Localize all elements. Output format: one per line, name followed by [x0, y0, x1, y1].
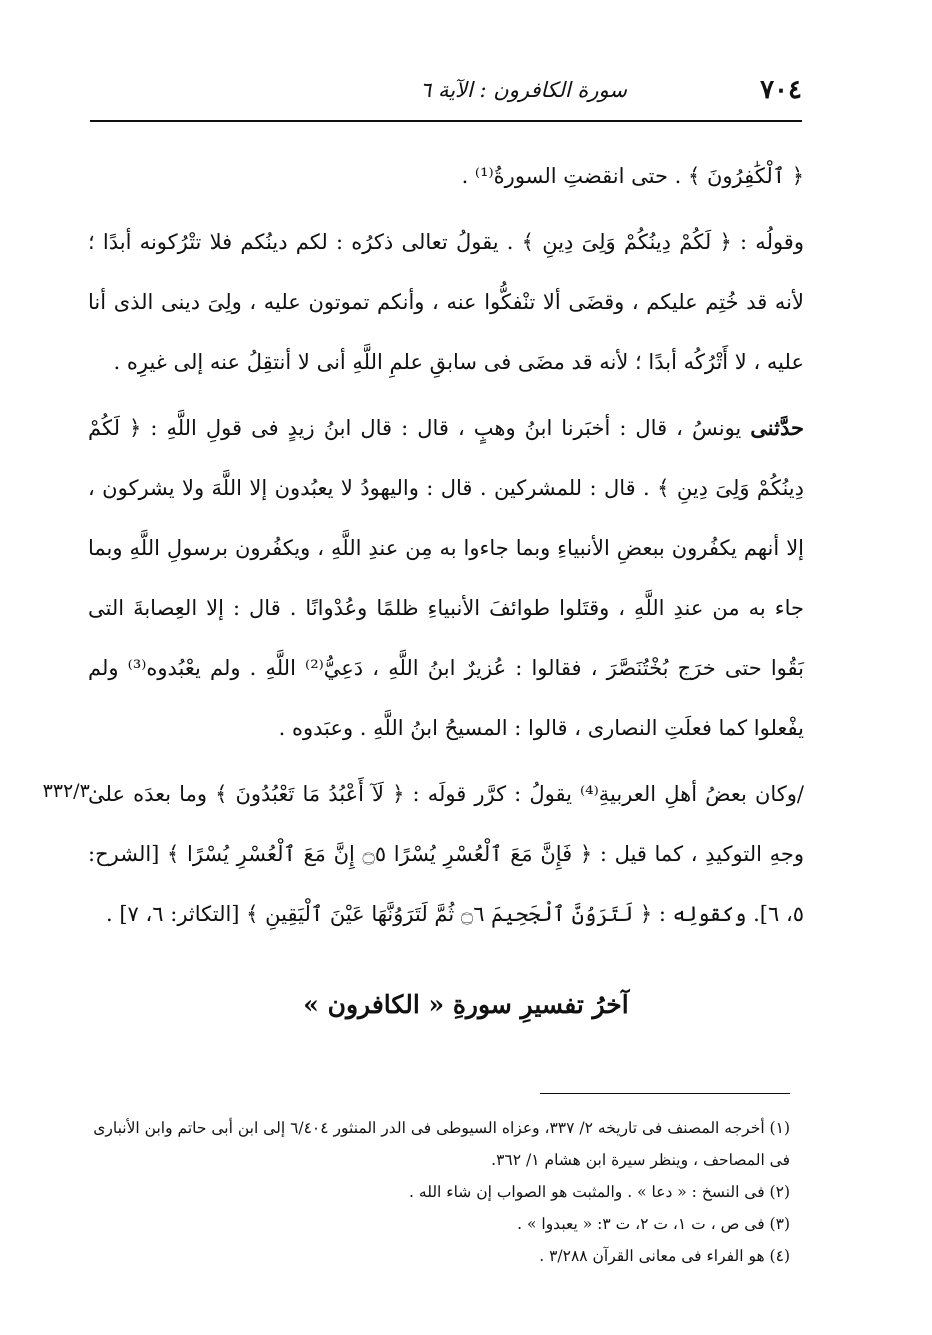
- footnote-4: (٤) هو الفراء فى معانى القرآن ٣/٢٨٨ .: [539, 1247, 790, 1265]
- footnote-3: (٣) فى ص ، ت ١، ت ٢، ت ٣: « يعبدوا » .: [517, 1215, 790, 1233]
- paragraph-3-text: يونسُ ، قال : أخبَرنا ابنُ وهبٍ ، قال : قال ابنُ زيدٍ فى قولِ اللَّهِ : ﴿ لَكُمْ دِينُكُمْ وَلِىَ دِينِ ﴾ . قال : للمشركين . قال : واليهودُ لا يعبُدون إلا اللَّهَ ولا يشركون ، إلا أنهم يكفُرون ببعضِ الأنبياءِ وبما جاءوا به مِن عندِ اللَّهِ ، ويكفُرون برسولِ اللَّهِ وبما جاء به من عندِ اللَّهِ ، وقتَلوا طوائفَ الأنبياءِ ظلمًا وعُدْوانًا . قال : إلا العِصابةَ التى بَقُوا حتى خرَج بُخْتُنَصَّرَ ، فقالوا : عُزيرٌ ابنُ اللَّهِ ، دَعِيُّ⁽²⁾ اللَّهِ . ولم يعْبُدوه⁽³⁾ ولم يفْعلوا كما فعلَتِ النصارى ، قالوا : المسيحُ ابنُ اللَّهِ . وعبَدوه .: [88, 416, 804, 740]
- page-header: [90, 62, 802, 118]
- header-rule: [90, 120, 802, 122]
- paragraph-1: ﴿ ٱلْكَٰفِرُونَ ﴾ . حتى انقضتِ السورةُ⁽¹⁾ .: [461, 164, 804, 188]
- main-text: [88, 146, 804, 950]
- hadith-lead: حدَّثنى: [750, 415, 804, 440]
- paragraph-4: /وكان بعضُ أهلِ العربيةِ⁽⁴⁾ يقولُ : كرَّر قولَه : ﴿ لَآ أَعْبُدُ مَا تَعْبُدُونَ ﴾ وما بعدَه على وجهِ التوكيدِ ، كما قيل : ﴿ فَإِنَّ مَعَ ٱلْعُسْرِ يُسْرًا ۝٥ إِنَّ مَعَ ٱلْعُسْرِ يُسْرًا ﴾ [الشرح: ٥، ٦]. وكقولِه : ﴿ لَتَرَوُنَّ ٱلْجَحِيمَ ۝٦ ثُمَّ لَتَرَوُنَّهَا عَيْنَ ٱلْيَقِينِ ﴾ [التكاثر: ٦، ٧] .: [88, 782, 804, 926]
- paragraph-3: [88, 398, 804, 758]
- running-title: سورة الكافرون : الآية ٦: [420, 78, 627, 102]
- footnote-rule: [540, 1093, 790, 1094]
- footnote-1: (١) أخرجه المصنف فى تاريخه ٢/ ٣٣٧، وعزاه السيوطى فى الدر المنثور ٦/٤٠٤ إلى ابن أبى حاتم وابن الأنبارى فى المصاحف ، وينظر سيرة ابن هشام ١/ ٣٦٢.: [93, 1119, 790, 1169]
- page-number: ٧٠٤: [760, 75, 802, 105]
- paragraph-2: وقولُه : ﴿ لَكُمْ دِينُكُمْ وَلِىَ دِينِ ﴾ . يقولُ تعالى ذكرُه : لكم دينُكم فلا تتْرُكونه أبدًا ؛ لأنه قد خُتِم عليكم ، وقضَى ألا تنْفكُّوا عنه ، وأنكم تموتون عليه ، ولِىَ دينى الذى أنا عليه ، لا أَتْرُكُه أبدًا ؛ لأنه قد مضَى فى سابقِ علمِ اللَّهِ أنى لا أنتقِلُ عنه إلى غيرِه .: [88, 230, 804, 374]
- footnotes: [80, 1112, 790, 1272]
- footnote-2: (٢) فى النسخ : « دعا » . والمثبت هو الصواب إن شاء الله .: [409, 1183, 790, 1201]
- margin-reference: ٣٣٢/٣٠: [42, 780, 100, 802]
- end-title: آخرُ تفسيرِ سورةِ « الكافرون »: [303, 990, 629, 1019]
